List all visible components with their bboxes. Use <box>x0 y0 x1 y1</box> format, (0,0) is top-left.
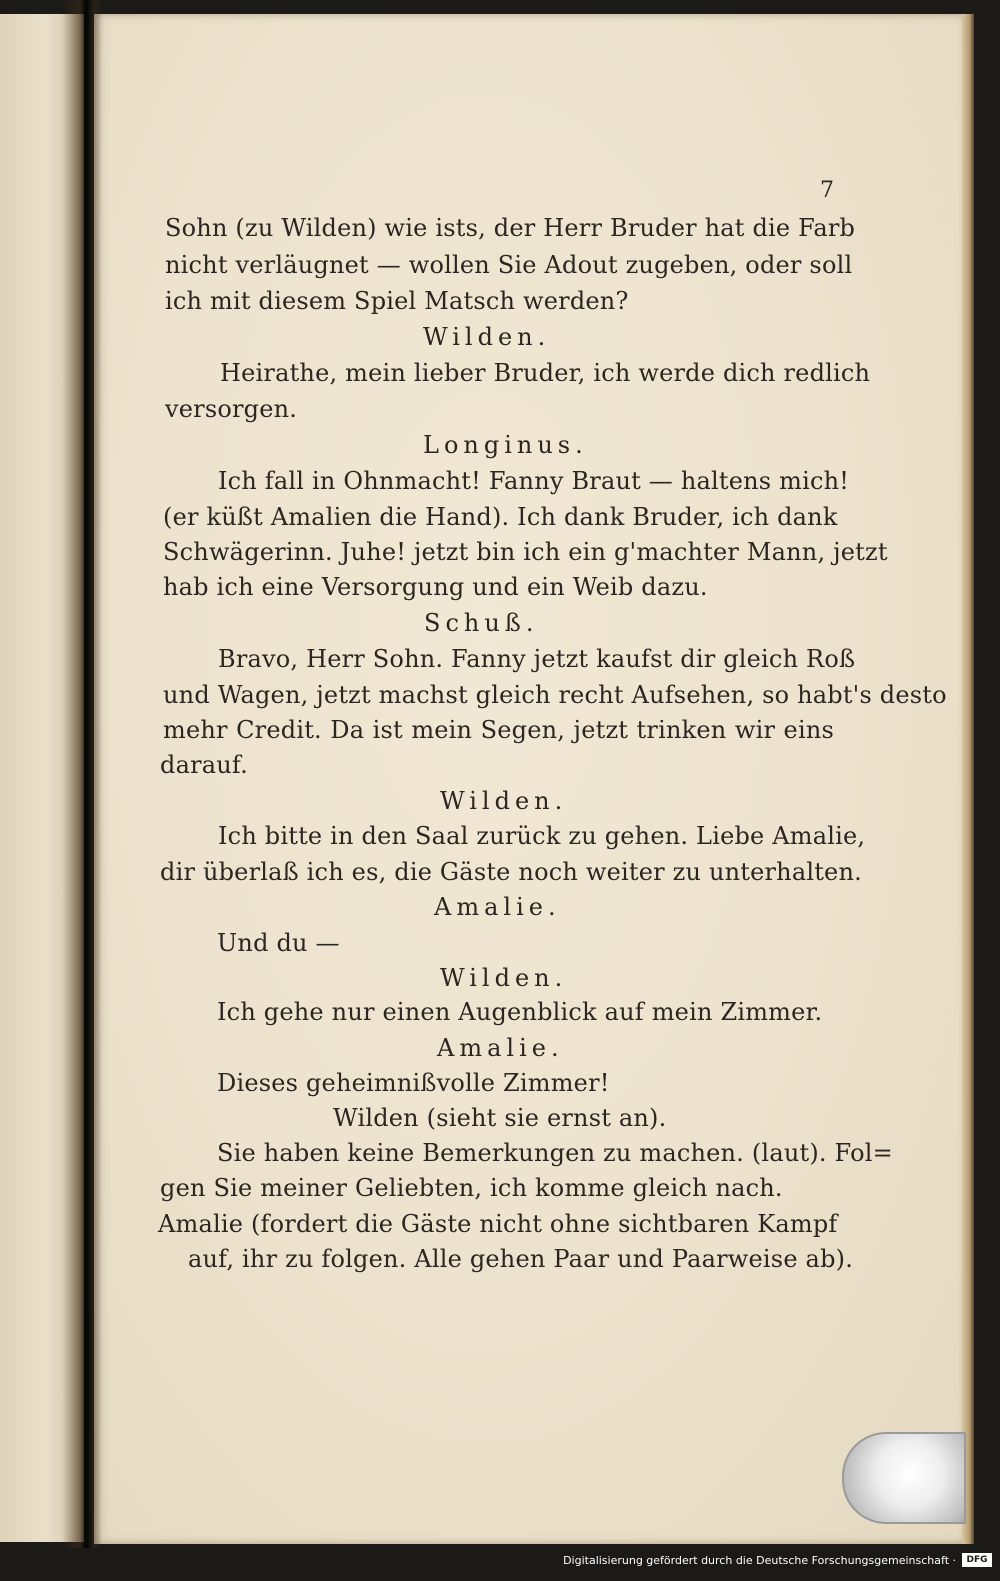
speaker-name: Wilden. <box>423 323 551 351</box>
text-line: darauf. <box>160 751 248 779</box>
text-line: Sohn (zu Wilden) wie ists, der Herr Bruder hat die Farb <box>165 214 856 242</box>
speaker-name: Longinus. <box>423 431 588 459</box>
text-line: hab ich eine Versorgung und ein Weib dazu. <box>163 573 708 601</box>
speaker-name: Wilden. <box>440 787 568 815</box>
text-line: Und du — <box>217 929 340 957</box>
stage-direction: Wilden (sieht sie ernst an). <box>333 1104 667 1132</box>
speaker-name: Schuß. <box>424 609 539 637</box>
text-line: (er küßt Amalien die Hand). Ich dank Bruder, ich dank <box>163 503 838 531</box>
text-line: Schwägerinn. Juhe! jetzt bin ich ein g'machter Mann, jetzt <box>163 538 888 566</box>
text-line: Sie haben keine Bemerkungen zu machen. (laut). Fol= <box>217 1139 893 1167</box>
stage-direction: Amalie (fordert die Gäste nicht ohne sichtbaren Kampf <box>158 1210 838 1238</box>
text-line: ich mit diesem Spiel Matsch werden? <box>165 287 629 315</box>
footer-credit: Digitalisierung gefördert durch die Deutsche Forschungsgemeinschaft · <box>563 1554 956 1567</box>
text-line: und Wagen, jetzt machst gleich recht Aufsehen, so habt's desto <box>163 681 947 709</box>
speaker-name: Wilden. <box>440 964 568 992</box>
text-line: Heirathe, mein lieber Bruder, ich werde dich redlich <box>220 359 871 387</box>
text-line: dir überlaß ich es, die Gäste noch weiter zu unterhalten. <box>160 858 862 886</box>
speaker-name: Amalie. <box>437 1034 564 1062</box>
stage-direction: auf, ihr zu folgen. Alle gehen Paar und Paarweise ab). <box>188 1245 854 1273</box>
text-line: mehr Credit. Da ist mein Segen, jetzt trinken wir eins <box>163 716 834 744</box>
speaker-name: Amalie. <box>434 893 561 921</box>
text-line: versorgen. <box>165 395 298 423</box>
text-line: Ich bitte in den Saal zurück zu gehen. Liebe Amalie, <box>218 822 866 850</box>
dfg-logo: DFG <box>962 1553 992 1567</box>
text-line: gen Sie meiner Geliebten, ich komme gleich nach. <box>160 1174 783 1202</box>
text-line: nicht verläugnet — wollen Sie Adout zugeben, oder soll <box>165 251 853 279</box>
page-number: 7 <box>820 178 834 203</box>
text-line: Bravo, Herr Sohn. Fanny jetzt kaufst dir gleich Roß <box>218 645 856 673</box>
text-line: Ich gehe nur einen Augenblick auf mein Zimmer. <box>217 998 823 1026</box>
text-line: Ich fall in Ohnmacht! Fanny Braut — haltens mich! <box>218 467 850 495</box>
text-line: Dieses geheimnißvolle Zimmer! <box>217 1069 610 1097</box>
